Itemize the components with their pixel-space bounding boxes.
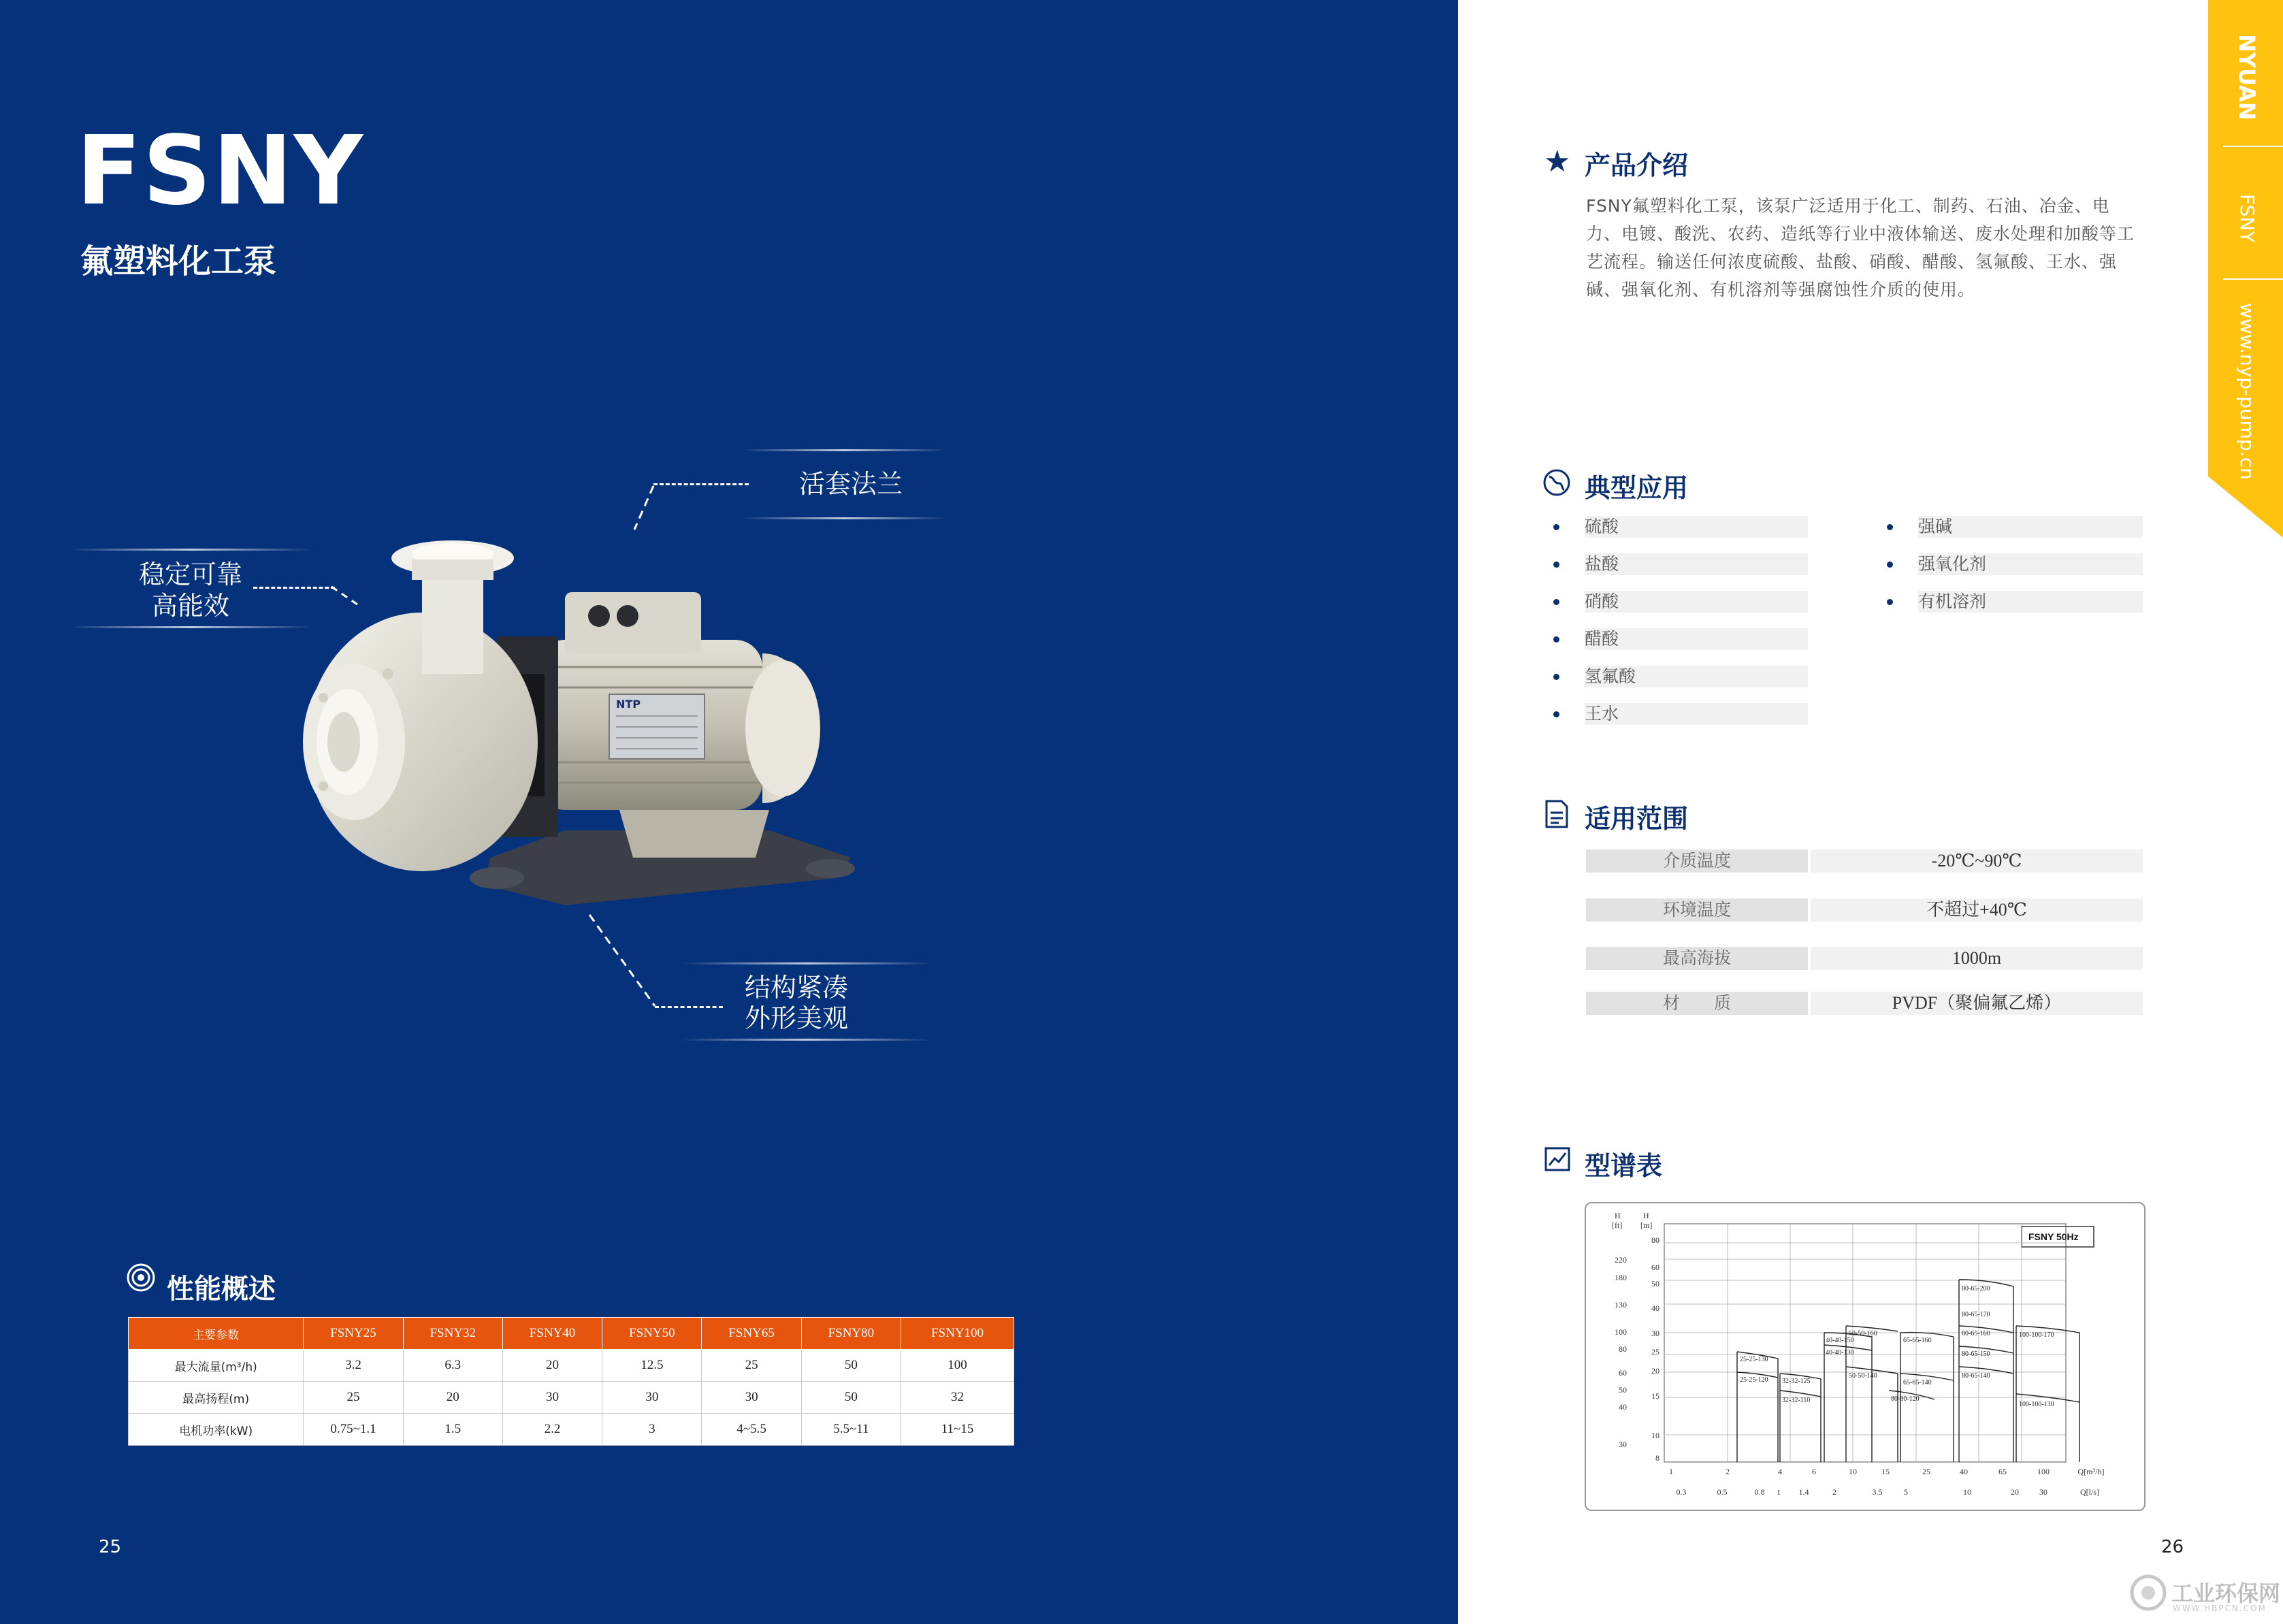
star-icon: ★ — [1544, 144, 1571, 179]
region-25-25-130 — [1737, 1352, 1778, 1462]
table-cell: 25 — [304, 1382, 403, 1414]
trend-chart-icon — [1544, 1146, 1571, 1172]
bullet — [1553, 636, 1559, 643]
performance-icon — [126, 1263, 156, 1293]
table-cell: 0.75~1.1 — [304, 1414, 403, 1446]
watermark-logo-icon — [2129, 1574, 2167, 1612]
table-cell: 50 — [801, 1350, 901, 1382]
document-icon — [1544, 799, 1570, 829]
q-tick: 4 — [1778, 1467, 1782, 1476]
ft-tick: 30 — [1619, 1440, 1627, 1449]
model-label: 65-65-160 — [1903, 1337, 1932, 1344]
model-label: 100-100-170 — [2019, 1331, 2054, 1339]
table-cell: 50 — [801, 1382, 901, 1414]
application-item: 盐酸 — [1585, 553, 1808, 575]
row-label: 最高扬程(m) — [129, 1382, 304, 1414]
q-tick: 100 — [2037, 1467, 2050, 1476]
application-item: 氢氟酸 — [1585, 666, 1808, 687]
application-item: 硝酸 — [1585, 591, 1808, 613]
table-cell: 2.2 — [502, 1414, 602, 1446]
range-label: 环境温度 — [1586, 898, 1808, 922]
pump-image — [293, 538, 864, 919]
model-label: 25-25-120 — [1740, 1376, 1768, 1384]
callout-flange-leader — [626, 485, 660, 532]
qls-unit: Q[l/s] — [2080, 1487, 2099, 1497]
m-tick: 15 — [1651, 1391, 1659, 1401]
application-item: 王水 — [1585, 703, 1808, 725]
performance-header-row — [129, 1318, 1014, 1350]
h-m-label: H — [1643, 1211, 1649, 1220]
range-value: 不超过+40℃ — [1811, 898, 2143, 922]
header-cell: FSNY80 — [801, 1318, 901, 1350]
applications-title: 典型应用 — [1585, 473, 1689, 503]
ft-tick: 220 — [1615, 1255, 1627, 1265]
m-tick: 60 — [1651, 1263, 1659, 1272]
bullet — [1887, 599, 1893, 605]
header-cell: FSNY40 — [502, 1318, 602, 1350]
bullet — [1553, 674, 1559, 680]
bullet — [1887, 524, 1893, 530]
spectrum-chart-svg — [1586, 1203, 2144, 1510]
application-item: 醋酸 — [1585, 628, 1808, 650]
range-value: PVDF（聚偏氟乙烯） — [1811, 992, 2143, 1015]
product-subtitle: 氟塑料化工泵 — [80, 242, 277, 280]
intro-title: 产品介绍 — [1585, 150, 1689, 180]
q-tick: 10 — [1849, 1467, 1857, 1476]
model-label: 50-50-140 — [1849, 1372, 1877, 1380]
callout-reliable-2: 高能效 — [151, 591, 229, 621]
callout-compact-2: 外形美观 — [744, 1003, 848, 1033]
model-label: 32-32-125 — [1782, 1378, 1811, 1385]
table-cell: 11~15 — [901, 1414, 1014, 1446]
m-tick: 30 — [1651, 1329, 1659, 1338]
ft-tick: 180 — [1615, 1273, 1627, 1282]
spectrum-chart — [1585, 1202, 2146, 1511]
table-cell: 6.3 — [403, 1350, 502, 1382]
qls-tick: 1 — [1777, 1487, 1781, 1497]
application-item: 硫酸 — [1585, 516, 1808, 538]
range-value: -20℃~90℃ — [1811, 849, 2143, 873]
qls-tick: 2 — [1832, 1487, 1836, 1497]
table-cell: 12.5 — [602, 1350, 702, 1382]
region-32-32-110 — [1780, 1391, 1821, 1397]
callout-compact-bottom-line — [681, 1039, 933, 1041]
callout-flange: 活套法兰 — [798, 469, 903, 499]
h-ft-unit: [ft] — [1612, 1220, 1623, 1230]
range-label: 最高海拔 — [1586, 947, 1808, 970]
model-label: 40-40-130 — [1826, 1349, 1854, 1357]
q-tick: 25 — [1922, 1467, 1930, 1476]
qls-tick: 20 — [2011, 1487, 2019, 1497]
watermark-url: WWW.HBPCN.COM — [2173, 1604, 2267, 1613]
callout-compact-leader — [587, 912, 662, 1011]
model-label: 80-65-140 — [1962, 1372, 1990, 1380]
q-tick: 15 — [1881, 1467, 1890, 1476]
ft-tick: 130 — [1615, 1300, 1627, 1310]
h-ft-label: H — [1615, 1211, 1621, 1220]
table-cell: 30 — [602, 1382, 702, 1414]
table-row — [129, 1414, 1014, 1446]
performance-table — [128, 1317, 1014, 1446]
bullet — [1887, 562, 1893, 568]
table-cell: 1.5 — [403, 1414, 502, 1446]
table-cell: 30 — [502, 1382, 602, 1414]
range-label: 介质温度 — [1586, 849, 1808, 873]
table-cell: 20 — [403, 1382, 502, 1414]
sidebar-website: www.nyp-pump.cn — [2236, 303, 2258, 480]
performance-title: 性能概述 — [167, 1273, 276, 1305]
q-tick: 6 — [1812, 1467, 1816, 1476]
model-label: 65-65-140 — [1903, 1379, 1932, 1386]
header-cell: FSNY25 — [304, 1318, 403, 1350]
table-cell: 100 — [901, 1350, 1014, 1382]
model-label: 50-50-160 — [1849, 1330, 1877, 1337]
qls-tick: 30 — [2039, 1487, 2047, 1497]
table-cell: 3.2 — [304, 1350, 403, 1382]
row-label: 最大流量(m³/h) — [129, 1350, 304, 1382]
callout-flange-bottom-line — [742, 517, 946, 519]
qls-tick: 0.3 — [1676, 1487, 1687, 1497]
ft-tick: 100 — [1615, 1327, 1627, 1337]
q-tick: 65 — [1998, 1467, 2007, 1476]
q-tick: 1 — [1669, 1467, 1673, 1476]
qls-tick: 10 — [1963, 1487, 1971, 1497]
callout-compact-dash — [655, 1006, 723, 1008]
callout-flange-top-line — [742, 449, 946, 451]
table-row — [129, 1382, 1014, 1414]
callout-reliable-bottom-line — [68, 626, 313, 628]
nameplate-text: NTP — [616, 698, 641, 711]
header-cell: FSNY50 — [602, 1318, 702, 1350]
callout-reliable-top-line — [68, 549, 313, 551]
m-tick: 80 — [1651, 1235, 1659, 1245]
qls-tick: 5 — [1904, 1487, 1908, 1497]
ft-tick: 60 — [1619, 1368, 1627, 1378]
watermark-name: 工业环保网 — [2171, 1580, 2281, 1606]
q-tick: 40 — [1960, 1467, 1968, 1476]
region-32-32-125 — [1780, 1374, 1821, 1462]
sidebar-model: FSNY — [2236, 194, 2258, 243]
ft-tick: 50 — [1619, 1385, 1627, 1395]
intro-text: FSNY氟塑料化工泵，该泵广泛适用于化工、制药、石油、冶金、电力、电镀、酸洗、农药、造纸等行业中液体输送、废水处理和加酸等工艺流程。输送任何浓度硫酸、盐酸、硝酸、醋酸、氢氟酸、王水、强碱、强氧化剂、有机溶剂等强腐蚀性介质的使用。 — [1586, 196, 2135, 299]
sidebar-brand: NYUAN — [2234, 34, 2260, 120]
chart-legend: FSNY 50Hz — [2028, 1231, 2079, 1242]
model-label: 80-65-160 — [1962, 1330, 1990, 1337]
table-cell: 20 — [502, 1350, 602, 1382]
model-label: 80-65-150 — [1962, 1350, 1990, 1358]
bullet — [1553, 524, 1559, 530]
table-cell: 5.5~11 — [801, 1414, 901, 1446]
application-item: 强氧化剂 — [1918, 553, 2143, 575]
model-label: 80-80-120 — [1891, 1395, 1920, 1403]
bullet — [1553, 562, 1559, 568]
bullet — [1553, 711, 1559, 717]
header-cell: FSNY100 — [901, 1318, 1014, 1350]
page-number-left: 25 — [99, 1537, 122, 1557]
header-cell: FSNY65 — [702, 1318, 801, 1350]
application-item: 强碱 — [1918, 516, 2143, 538]
callout-compact-top-line — [681, 962, 933, 964]
table-cell: 3 — [602, 1414, 702, 1446]
callout-reliable-1: 稳定可靠 — [138, 559, 242, 589]
model-label: 32-32-110 — [1782, 1397, 1811, 1404]
spectrum-title: 型谱表 — [1585, 1151, 1663, 1181]
qls-tick: 0.8 — [1754, 1487, 1765, 1497]
m-tick: 10 — [1651, 1431, 1659, 1440]
table-row — [129, 1350, 1014, 1382]
qls-tick: 0.5 — [1717, 1487, 1728, 1497]
product-title: FSNY — [76, 116, 365, 227]
model-label: 80-65-200 — [1962, 1285, 1990, 1293]
table-cell: 32 — [901, 1382, 1014, 1414]
model-label: 100-100-130 — [2019, 1401, 2054, 1408]
model-label: 80-65-170 — [1962, 1311, 1990, 1318]
range-value: 1000m — [1811, 947, 2143, 970]
model-label: 40-40-150 — [1826, 1337, 1854, 1344]
q-tick: 2 — [1726, 1467, 1730, 1476]
row-label: 电机功率(kW) — [129, 1414, 304, 1446]
qls-tick: 3.5 — [1872, 1487, 1883, 1497]
m-tick: 8 — [1655, 1453, 1659, 1463]
callout-flange-dash — [653, 483, 749, 485]
m-tick: 50 — [1651, 1279, 1659, 1288]
header-cell: 主要参数 — [129, 1318, 304, 1350]
header-cell: FSNY32 — [403, 1318, 502, 1350]
h-m-unit: [m] — [1640, 1220, 1653, 1230]
page-number-right: 26 — [2161, 1537, 2184, 1557]
m-tick: 40 — [1651, 1303, 1659, 1313]
model-label: 25-25-130 — [1740, 1356, 1768, 1363]
table-cell: 4~5.5 — [702, 1414, 801, 1446]
qls-tick: 1.4 — [1798, 1487, 1809, 1497]
range-title: 适用范围 — [1585, 804, 1689, 834]
callout-compact-1: 结构紧凑 — [744, 973, 848, 1003]
m-tick: 25 — [1651, 1347, 1659, 1357]
ft-tick: 40 — [1619, 1402, 1627, 1412]
table-cell: 30 — [702, 1382, 801, 1414]
q-unit: Q[m³/h] — [2077, 1467, 2105, 1476]
range-label: 材 质 — [1586, 992, 1808, 1015]
ft-tick: 80 — [1619, 1344, 1627, 1354]
globe-icon — [1542, 468, 1571, 497]
m-tick: 20 — [1651, 1366, 1659, 1376]
region-100-100-170 — [2016, 1326, 2079, 1462]
bullet — [1553, 599, 1559, 605]
table-cell: 25 — [702, 1350, 801, 1382]
application-item: 有机溶剂 — [1918, 591, 2143, 613]
